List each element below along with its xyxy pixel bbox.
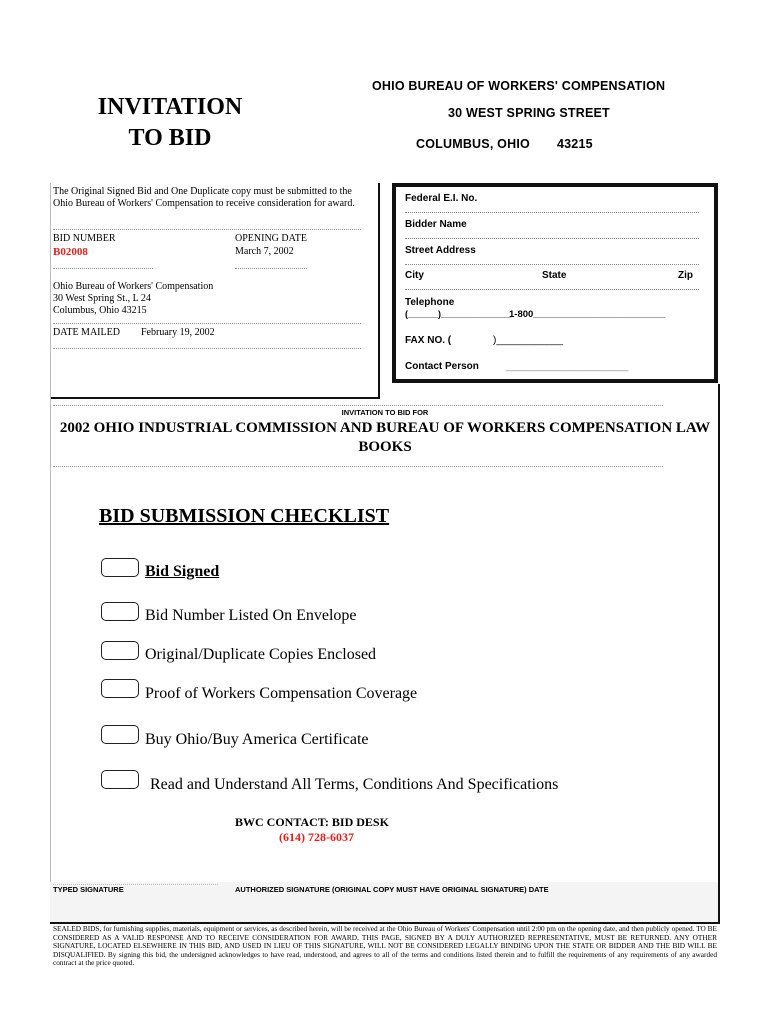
title-line-1: INVITATION [97,94,243,120]
frame-left-light [50,183,51,398]
frame-left-lower [50,397,51,924]
telephone-field[interactable]: (______)______________ [405,309,512,319]
title-line-2: TO BID [128,125,212,151]
zip-label: Zip [678,270,693,281]
copies-enclosed-checkbox[interactable] [101,641,139,660]
bwc-contact: BWC CONTACT: BID DESK [235,815,389,829]
address-line-2: 30 West Spring St., L 24 [53,293,151,304]
toll-free-field[interactable]: 1-800_________________________ [509,309,666,320]
contact-person-field[interactable]: ______________________ [506,361,629,372]
checklist-item-buy-ohio: Buy Ohio/Buy America Certificate [145,731,369,748]
buy-ohio-checkbox[interactable] [101,725,139,744]
agency-name: OHIO BUREAU OF WORKERS' COMPENSATION [372,79,666,93]
street-address-field[interactable] [405,264,699,265]
address-line-1: Ohio Bureau of Workers' Compensation [53,281,214,292]
invitation-label: INVITATION TO BID FOR [341,408,429,417]
divider [235,268,307,269]
checklist-item-bid-number: Bid Number Listed On Envelope [145,607,357,624]
federal-ei-field[interactable] [405,212,699,213]
authorized-signature-label: AUTHORIZED SIGNATURE (ORIGINAL COPY MUST HAVE ORIGINAL SIGNATURE) DATE [235,885,549,894]
contact-person-label: Contact Person [405,361,479,372]
page-title [60,92,280,154]
contact-phone: (614) 728-6037 [279,830,354,844]
agency-zip: 43215 [557,137,593,151]
state-label: State [542,270,567,281]
invitation-title: 2002 OHIO INDUSTRIAL COMMISSION AND BUREAU OF WORKERS COMPENSATION LAW BOOKS [59,420,711,455]
divider [53,348,361,349]
divider [53,466,663,467]
frame-divider [378,183,380,398]
checklist-item-bid-signed: Bid Signed [145,563,220,580]
workers-comp-checkbox[interactable] [101,679,139,698]
street-address-label: Street Address [405,245,476,256]
submission-instructions: The Original Signed Bid and One Duplicate copy must be submitted to the Ohio Bureau of Workers' Compensation to receive consideration for award. [53,186,355,209]
checklist-item-terms: Read and Understand All Terms, Conditions And Specifications [150,776,559,793]
frame-right [718,384,720,924]
agency-street: 30 WEST SPRING STREET [448,106,610,120]
bid-number-label: BID NUMBER [53,233,116,244]
fax-field[interactable]: )____________ [493,335,564,346]
checklist-item-copies: Original/Duplicate Copies Enclosed [145,646,377,663]
terms-checkbox[interactable] [101,770,139,789]
address-line-3: Columbus, Ohio 43215 [53,305,147,316]
bidder-info-box [392,183,718,383]
date-mailed: February 19, 2002 [141,327,215,338]
bid-number-checkbox[interactable] [101,602,139,621]
fax-label: FAX NO. ( [405,335,452,346]
bidder-name-label: Bidder Name [405,219,467,230]
opening-date-label: OPENING DATE [235,233,307,244]
city-state-zip-field[interactable] [405,289,699,290]
typed-signature-label: TYPED SIGNATURE [53,885,124,894]
agency-city: COLUMBUS, OHIO [416,137,530,151]
legal-terms: SEALED BIDS, for furnishing supplies, materials, equipment or services, as described herein, will be received at the Ohio Bureau of Workers' Compensation until 2:00 pm on the opening date, and then publicly opened. TO BE CONSIDERED AS A VALID RESPONSE AND TO RECEIVE CONSIDERATION FOR AWARD, THIS PAGE, SIGNED BY A DULY AUTHORIZED REPRESENTATIVE, MUST BE RETURNED. ANY OTHER SIGNATURE, LOCATED ELSEWHERE IN THIS BID, AND USED IN LIEU OF THIS SIGNATURE, WILL NOT BE CONSIDERED LEGALLY BINDING UPON THE STATE OR BIDDER AND THE BID WILL BE DISQUALIFIED. By signing this bid, the undersigned acknowledges to have read, understood, and agrees to all of the terms and conditions listed therein and to fulfill the requirements of any requirements of any awarded contract at the price quoted. [53,924,717,968]
divider [53,268,153,269]
divider [53,229,361,230]
checklist-title: BID SUBMISSION CHECKLIST [99,505,390,527]
federal-ei-label: Federal E.I. No. [405,193,478,204]
date-mailed-label: DATE MAILED [53,327,120,338]
bidder-name-field[interactable] [405,238,699,239]
city-label: City [405,270,424,281]
bid-signed-checkbox[interactable] [101,558,139,577]
divider [53,405,663,406]
checklist-item-workers-comp: Proof of Workers Compensation Coverage [145,685,418,702]
telephone-label: Telephone [405,297,455,308]
opening-date: March 7, 2002 [235,246,294,257]
divider [53,323,361,324]
frame-bottom [50,397,380,399]
bid-number: B02008 [53,246,88,258]
